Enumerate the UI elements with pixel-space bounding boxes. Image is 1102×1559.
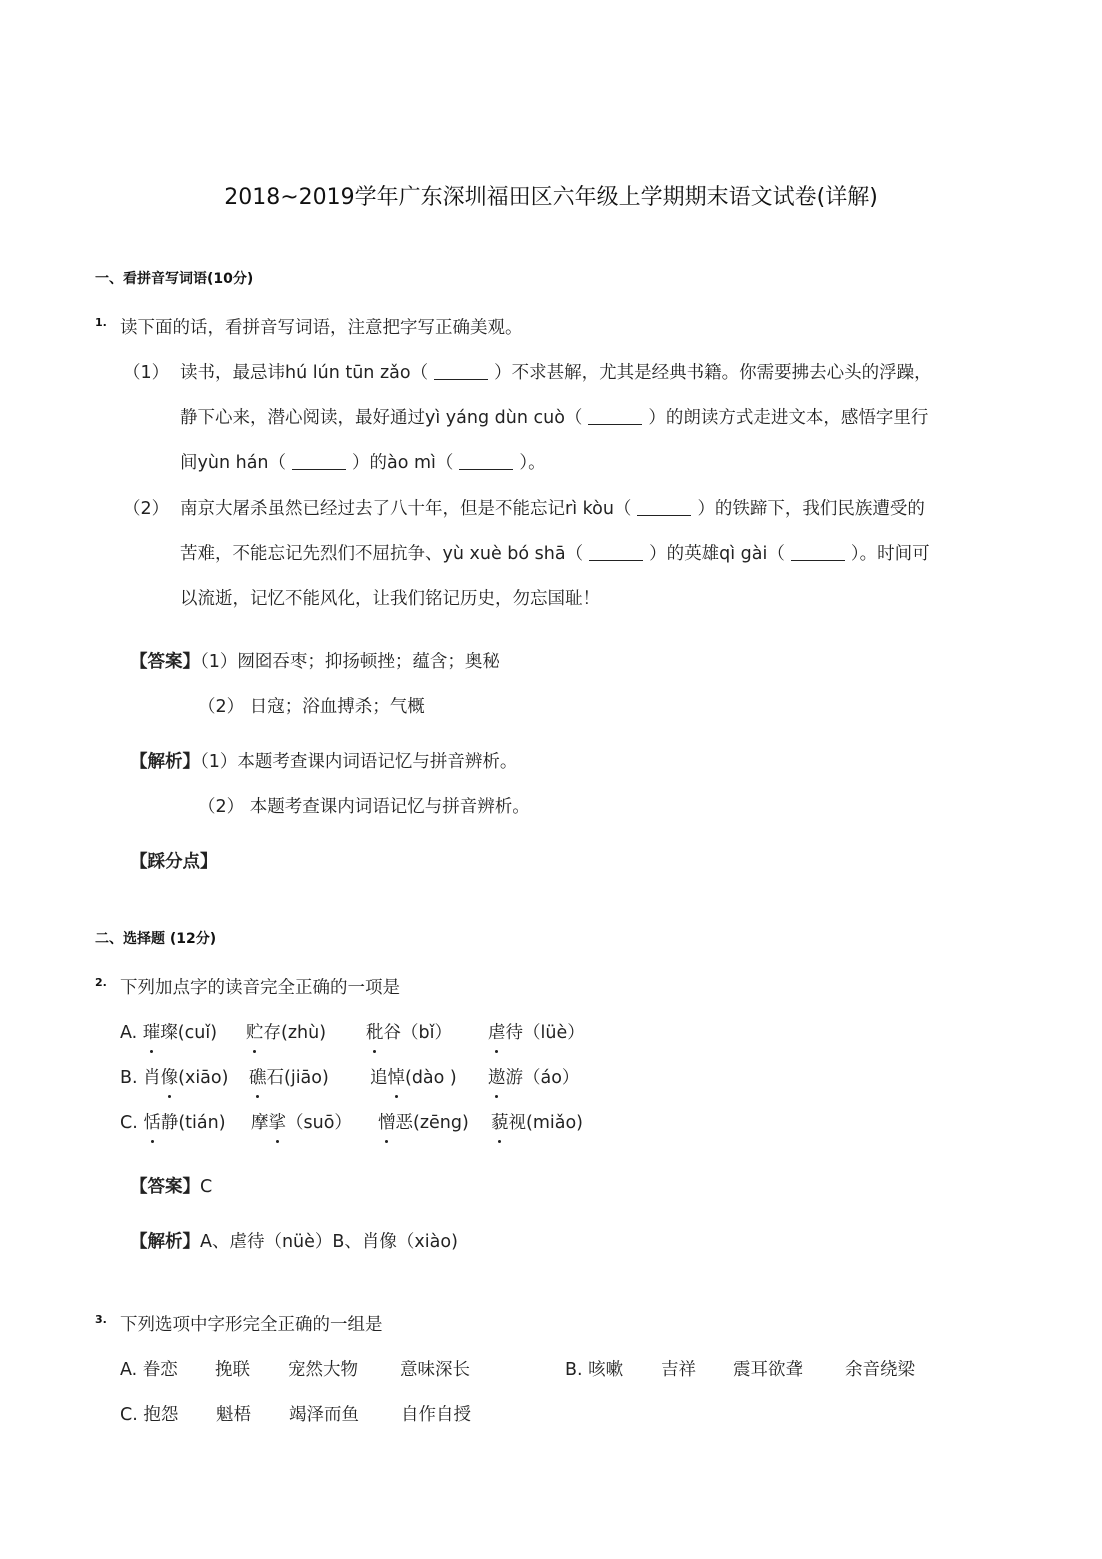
text-segment: ）的朗读方式走进文本，感悟字里行 xyxy=(648,408,929,428)
option-text: 肖 xyxy=(143,1068,161,1088)
option-a-word-2 xyxy=(246,1020,326,1046)
part-1-label: （1） xyxy=(123,363,170,383)
section-header-1: 一、看拼音写词语(10分) xyxy=(95,271,254,287)
text-segment: 间yùn hán（ xyxy=(180,453,287,473)
option-c-word-4 xyxy=(491,1110,583,1136)
analysis-text: A、虐待（nüè）B、肖像（xiào) xyxy=(200,1232,458,1252)
dotted-char: 遨 xyxy=(488,1065,506,1091)
text-segment: ）不求甚解，尤其是经典书籍。你需要拂去心头的浮躁， xyxy=(494,363,932,383)
option-a-item-1: A. 眷恋 xyxy=(120,1360,178,1380)
option-c-item-3: 竭泽而鱼 xyxy=(289,1405,359,1425)
option-c-item-1: C. 抱怨 xyxy=(120,1405,179,1425)
option-text: 恶(zēng) xyxy=(395,1113,469,1133)
dotted-char: 秕 xyxy=(366,1020,384,1046)
question-1-stem: 读下面的话，看拼音写词语，注意把字写正确美观。 xyxy=(120,318,523,338)
scoring-points-label: 【踩分点】 xyxy=(130,852,218,872)
option-text: 谷（bǐ） xyxy=(383,1023,452,1043)
dotted-char: 璀 xyxy=(143,1020,161,1046)
dotted-char: 虐 xyxy=(488,1020,506,1046)
answer-row-2: （2） 日寇；浴血搏杀；气概 xyxy=(198,697,425,717)
option-b-item-4: 余音绕梁 xyxy=(845,1360,915,1380)
analysis-label: 【解析】 xyxy=(130,752,200,772)
analysis-row-q2 xyxy=(130,1229,458,1255)
part-1-line-2 xyxy=(180,405,928,431)
option-c xyxy=(120,1110,226,1136)
question-3-stem: 下列选项中字形完全正确的一组是 xyxy=(120,1315,383,1335)
text-segment: 静下心来，潜心阅读，最好通过yì yáng dùn cuò（ xyxy=(180,408,583,428)
option-text: 石(jiāo) xyxy=(266,1068,329,1088)
text-segment: 读书，最忌讳hú lún tūn zǎo（ xyxy=(180,363,429,383)
option-a-item-4: 意味深长 xyxy=(400,1360,470,1380)
answer-blank xyxy=(589,542,643,561)
option-a-word-4 xyxy=(488,1020,585,1046)
answer-label: 【答案】 xyxy=(130,652,200,672)
dotted-char: 像 xyxy=(161,1065,179,1091)
section-header-2: 二、选择题 (12分) xyxy=(95,931,217,947)
question-number-3: 3. xyxy=(95,1313,107,1326)
option-c-word-3 xyxy=(378,1110,469,1136)
option-a-item-2: 挽联 xyxy=(215,1360,250,1380)
analysis-label: 【解析】 xyxy=(130,1232,200,1252)
option-b-item-1: B. 咳嗽 xyxy=(565,1360,624,1380)
dotted-char: 礁 xyxy=(249,1065,267,1091)
question-number-2: 2. xyxy=(95,976,107,989)
option-b-word-4 xyxy=(488,1065,579,1091)
analysis-text: （1）本题考查课内词语记忆与拼音辨析。 xyxy=(200,752,518,772)
option-text: 静(tián) xyxy=(160,1113,226,1133)
part-1-line-3 xyxy=(180,450,546,476)
option-c-word-2 xyxy=(251,1110,352,1136)
option-text: 璨(cuǐ) xyxy=(160,1023,218,1043)
dotted-char: 挲 xyxy=(269,1110,287,1136)
part-2-line-3: 以流逝，记忆不能风化，让我们铭记历史，勿忘国耻！ xyxy=(180,589,600,609)
option-c-item-4: 自作自授 xyxy=(401,1405,471,1425)
answer-text: （1）囫囵吞枣；抑扬顿挫；蕴含；奥秘 xyxy=(200,652,500,672)
option-text: （suō） xyxy=(286,1113,352,1133)
part-2-line-2 xyxy=(180,541,930,567)
option-b-item-3: 震耳欲聋 xyxy=(733,1360,803,1380)
page-title: 2018~2019学年广东深圳福田区六年级上学期期末语文试卷(详解) xyxy=(224,185,878,210)
analysis-row-2: （2） 本题考查课内词语记忆与拼音辨析。 xyxy=(198,797,530,817)
text-segment: 苦难，不能忘记先烈们不屈抗争、yù xuè bó shā（ xyxy=(180,544,584,564)
text-segment: 南京大屠杀虽然已经过去了八十年，但是不能忘记rì kòu（ xyxy=(180,499,632,519)
question-2-stem: 下列加点字的读音完全正确的一项是 xyxy=(120,978,400,998)
part-1-line-1 xyxy=(180,360,932,386)
option-text: 摩 xyxy=(251,1113,269,1133)
text-segment: ）的英雄qì gài（ xyxy=(649,544,785,564)
option-b-word-3 xyxy=(370,1065,457,1091)
option-c-item-2: 魁梧 xyxy=(216,1405,251,1425)
text-segment: ）。时间可 xyxy=(850,544,930,564)
text-segment: ）的ào mì（ xyxy=(352,453,454,473)
option-text: 追 xyxy=(370,1068,388,1088)
option-b-word-2 xyxy=(249,1065,329,1091)
option-a xyxy=(120,1020,217,1046)
option-a-word-3 xyxy=(366,1020,452,1046)
part-2-label: （2） xyxy=(123,499,170,519)
option-text: (dào ) xyxy=(405,1068,457,1088)
option-text: 待（lüè） xyxy=(505,1023,585,1043)
answer-blank xyxy=(588,406,642,425)
question-number-1: 1. xyxy=(95,316,107,329)
answer-row-q2 xyxy=(130,1174,212,1200)
text-segment: ）的铁蹄下，我们民族遭受的 xyxy=(697,499,925,519)
dotted-char: 憎 xyxy=(378,1110,396,1136)
option-text: 游（áo） xyxy=(505,1068,580,1088)
option-b-item-2: 吉祥 xyxy=(661,1360,696,1380)
dotted-char: 悼 xyxy=(388,1065,406,1091)
answer-blank xyxy=(434,361,488,380)
analysis-row-1 xyxy=(130,749,517,775)
option-a-item-3: 宠然大物 xyxy=(288,1360,358,1380)
option-text: 存(zhù) xyxy=(263,1023,327,1043)
option-text: 视(miǎo) xyxy=(508,1113,583,1133)
option-b xyxy=(120,1065,228,1091)
dotted-char: 贮 xyxy=(246,1020,264,1046)
option-text: (xiāo) xyxy=(178,1068,229,1088)
option-letter: C. xyxy=(120,1113,144,1133)
answer-blank xyxy=(292,451,346,470)
dotted-char: 藐 xyxy=(491,1110,509,1136)
answer-row-1 xyxy=(130,649,500,675)
dotted-char: 恬 xyxy=(143,1110,161,1136)
answer-blank xyxy=(791,542,845,561)
answer-label: 【答案】 xyxy=(130,1177,200,1197)
option-letter: A. xyxy=(120,1023,143,1043)
option-letter: B. xyxy=(120,1068,144,1088)
text-segment: ）。 xyxy=(519,453,546,473)
answer-text: C xyxy=(200,1177,213,1197)
answer-blank xyxy=(459,451,513,470)
answer-blank xyxy=(637,497,691,516)
part-2-line-1 xyxy=(180,496,925,522)
